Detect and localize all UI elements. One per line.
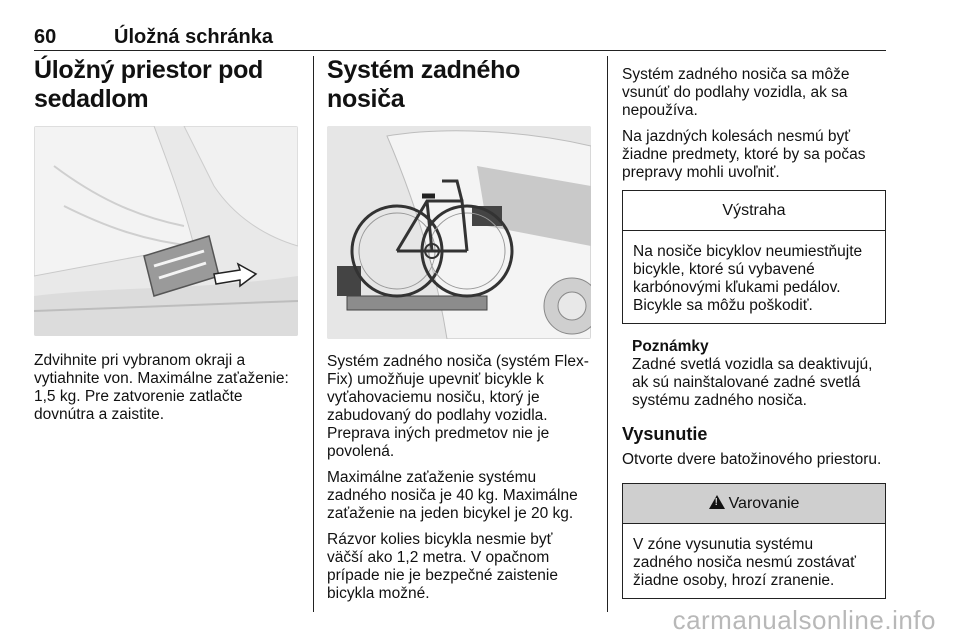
note-title: Poznámky — [632, 338, 709, 355]
watermark: carmanualsonline.info — [672, 605, 936, 635]
column-rear-carrier — [327, 56, 591, 611]
rear-carrier-bicycle-illustration — [327, 126, 591, 339]
column-divider — [313, 56, 314, 612]
carrier-description: Systém zadného nosiča (systém Flex-Fix) umožňuje upevniť bicykle k vyťahovaciemu nosiču, ktorý je zabudovaný do podlahy vozidla. Preprava iných predmetov nie je povolená. — [327, 353, 589, 460]
page-number: 60 — [34, 26, 57, 48]
subheading-extension: Vysunutie — [622, 424, 708, 444]
section-title: Úložný priestor pod sedadlom — [34, 56, 264, 113]
caution-text: Na nosiče bicyklov neumiestňujte bicykle, ktoré sú vybavené karbónovými kľukami pedálov. Bicykle sa môžu poškodiť. — [633, 243, 863, 314]
carrier-loose-items-text: Na jazdných kolesách nesmú byť žiadne predmety, ktoré by sa počas prepravy mohli uvoľniť. — [622, 128, 866, 181]
underseat-text: Zdvihnite pri vybranom okraji a vytiahnite von. Maximálne zaťaženie: 1,5 kg. Pre zatvorenie zatlačte dovnútra a zaistite. — [34, 352, 289, 423]
page-header — [34, 26, 886, 51]
warning-triangle-icon — [709, 495, 725, 509]
warning-title: Varovanie — [728, 495, 800, 512]
chapter-title: Úložná schránka — [114, 26, 273, 48]
warning-text: V zóne vysunutia systému zadného nosiča nesmú zostávať žiadne osoby, hrozí zranenie. — [633, 536, 856, 589]
carrier-max-load: Maximálne zaťaženie systému zadného nosiča je 40 kg. Maximálne zaťaženie na jeden bicykel je 20 kg. — [327, 469, 578, 522]
warning-box — [622, 483, 886, 599]
caution-box — [622, 190, 886, 324]
section-title: Systém zadného nosiča — [327, 56, 521, 113]
column-underseat-storage — [34, 56, 298, 432]
column-divider — [607, 56, 608, 612]
carrier-wheelbase: Rázvor kolies bicykla nesmie byť väčší ako 1,2 metra. V opačnom prípade nie je bezpečné zaistenie bicykla možné. — [327, 531, 558, 602]
underseat-drawer-illustration — [34, 126, 298, 336]
carrier-retract-text: Systém zadného nosiča sa môže vsunúť do podlahy vozidla, ak sa nepoužíva. — [622, 66, 850, 119]
caution-title: Výstraha — [623, 191, 885, 231]
open-trunk-text: Otvorte dvere batožinového priestoru. — [622, 451, 882, 468]
note-text: Zadné svetlá vozidla sa deaktivujú, ak sú nainštalované zadné svetlá systému zadného nosiča. — [632, 356, 873, 409]
column-carrier-continued — [622, 66, 886, 599]
